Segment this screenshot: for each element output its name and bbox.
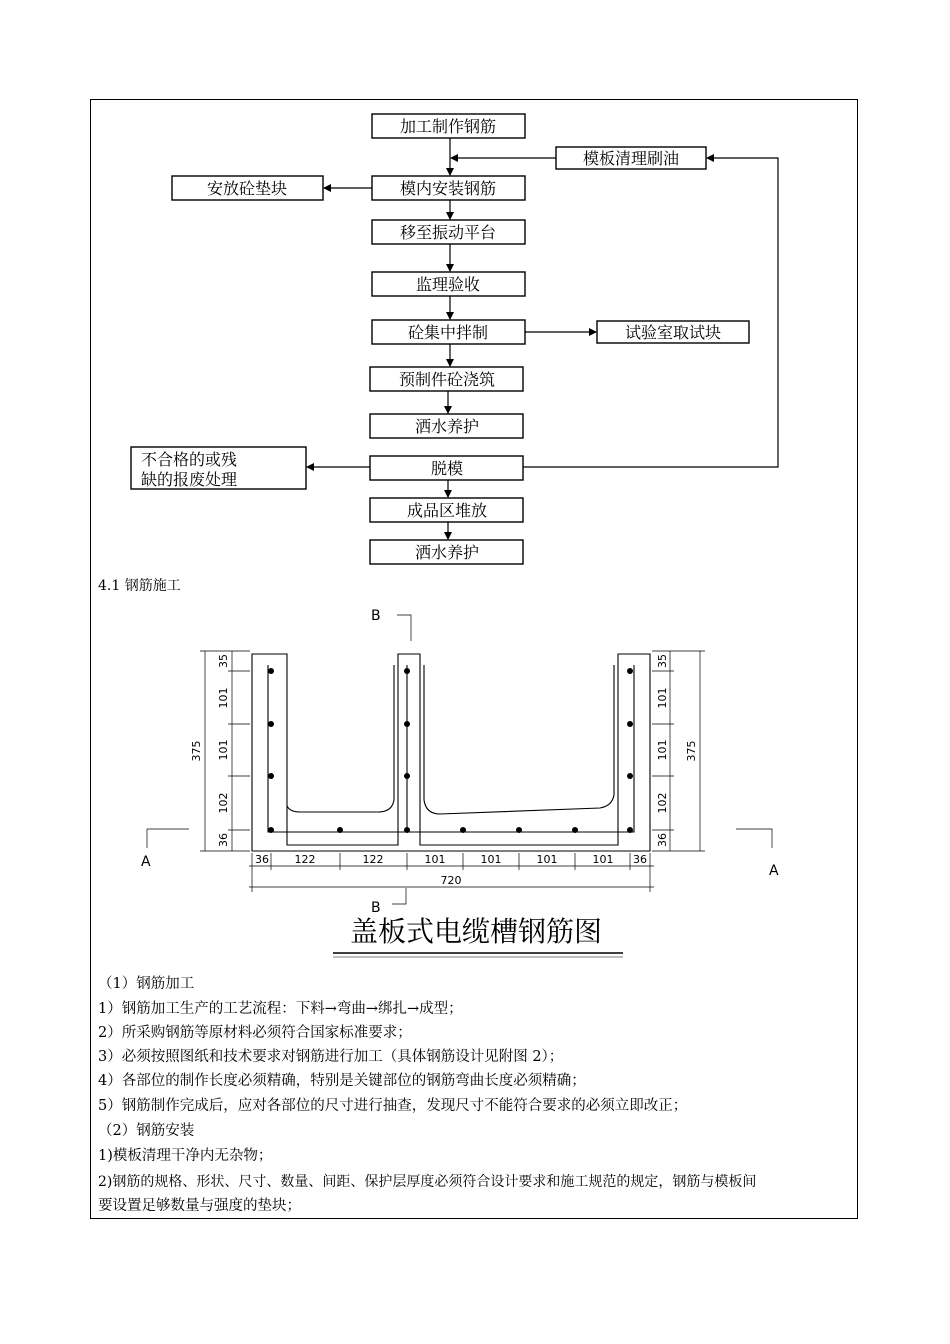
rebar-main-loop [268, 665, 634, 832]
rebar-dot [460, 827, 466, 833]
para-processing-3: 3）必须按照图纸和技术要求对钢筋进行加工（具体钢筋设计见附图 2）； [98, 1049, 564, 1065]
para-processing-5: 5）钢筋制作完成后，应对各部位的尺寸进行抽查，发现尺寸不能符合要求的必须立即改正； [98, 1098, 688, 1114]
rebar-dot [268, 721, 274, 727]
left-dimensions [190, 651, 250, 851]
para-install-1: 1)模板清理干净内无杂物； [98, 1148, 273, 1164]
dim-h-720: 720 [440, 874, 462, 887]
box-cure-2-label: 洒水养护 [414, 543, 480, 562]
section-heading: 4.1 钢筋施工 [98, 578, 181, 594]
rebar-dot [268, 827, 274, 833]
bottom-dimensions [249, 853, 654, 892]
box-pour-label: 预制件砼浇筑 [398, 370, 496, 389]
para-processing-2: 2）所采购钢筋等原材料必须符合国家标准要求； [98, 1025, 412, 1041]
para-processing-1: 1）钢筋加工生产的工艺流程：下料→弯曲→绑扎→成型； [98, 1001, 463, 1017]
flowchart [131, 114, 778, 564]
box-install-label: 模内安装钢筋 [399, 179, 497, 198]
section-b-bottom-marker [392, 888, 406, 904]
box-pad-label: 安放砼垫块 [206, 179, 288, 198]
dim-h-122b: 122 [362, 853, 384, 866]
para-install-2a: 2)钢筋的规格、形状、尺寸、数量、间距、保护层厚度必须符合设计要求和施工规范的规定，钢筋与模板间 [98, 1174, 757, 1190]
dim-v-101a: 101 [217, 687, 230, 709]
rebar-right-inner [424, 665, 614, 814]
dim-vr-35: 35 [656, 654, 669, 668]
rebar-dot [627, 721, 633, 727]
dim-vr-36: 36 [656, 833, 669, 847]
dim-h-101d: 101 [592, 853, 614, 866]
box-process-label: 加工制作钢筋 [399, 117, 497, 136]
channel-outline [252, 654, 650, 851]
rebar-dot [572, 827, 578, 833]
dim-vr-101b: 101 [656, 739, 669, 761]
rebar-dot [627, 773, 633, 779]
rebar-bars [268, 668, 633, 833]
dim-v-102: 102 [217, 792, 230, 814]
box-demold-label: 脱模 [430, 459, 464, 478]
dim-v-35: 35 [217, 654, 230, 668]
box-lab-label: 试验室取试块 [624, 323, 722, 342]
drawing-title: 盖板式电缆槽钢筋图 [349, 915, 603, 948]
rebar-dot [404, 773, 410, 779]
box-template-clean-label: 模板清理刷油 [582, 149, 680, 168]
rebar-dot [337, 827, 343, 833]
box-supervise-label: 监理验收 [415, 275, 481, 294]
dim-h-122a: 122 [294, 853, 316, 866]
section-a-right-marker [736, 829, 772, 848]
section-a-right-label: A [769, 863, 779, 879]
rebar-dot [268, 668, 274, 674]
dim-v-36: 36 [217, 833, 230, 847]
right-dimensions [652, 651, 705, 851]
dim-v-375-right: 375 [685, 740, 698, 762]
dim-h-101a: 101 [424, 853, 446, 866]
rebar-dot [404, 721, 410, 727]
dim-h-101b: 101 [480, 853, 502, 866]
para-processing-4: 4）各部位的制作长度必须精确，特别是关键部位的钢筋弯曲长度必须精确； [98, 1073, 586, 1089]
heading-rebar-processing: （1）钢筋加工 [98, 976, 195, 992]
rebar-dot [268, 773, 274, 779]
dim-h-36-right: 36 [633, 853, 647, 866]
para-install-2b: 要设置足够数量与强度的垫块； [98, 1198, 301, 1214]
dim-v-101b: 101 [217, 739, 230, 761]
dim-v-375-left: 375 [190, 740, 203, 762]
rebar-drawing [141, 608, 779, 957]
box-cure-1-label: 洒水养护 [414, 417, 480, 436]
section-b-top-label: B [371, 608, 381, 624]
box-mix-label: 砼集中拌制 [407, 323, 489, 342]
rebar-left-inner [287, 665, 394, 812]
box-reject-line1: 不合格的或残 [141, 450, 238, 469]
heading-rebar-install: （2）钢筋安装 [98, 1123, 195, 1139]
rebar-dot [627, 668, 633, 674]
dim-vr-102: 102 [656, 792, 669, 814]
dim-vr-101a: 101 [656, 687, 669, 709]
rebar-dot [404, 668, 410, 674]
dim-h-36-left: 36 [255, 853, 269, 866]
box-stack-label: 成品区堆放 [406, 501, 488, 520]
rebar-dot [516, 827, 522, 833]
rebar-dot [404, 827, 410, 833]
dim-h-101c: 101 [536, 853, 558, 866]
section-b-bottom-label: B [371, 900, 381, 916]
arrow-demold-loop [523, 158, 778, 467]
section-a-left-label: A [141, 854, 151, 870]
box-reject-line2: 缺的报废处理 [141, 470, 238, 489]
rebar-dot [627, 827, 633, 833]
section-b-top-marker [397, 615, 411, 641]
box-move-label: 移至振动平台 [399, 223, 497, 242]
